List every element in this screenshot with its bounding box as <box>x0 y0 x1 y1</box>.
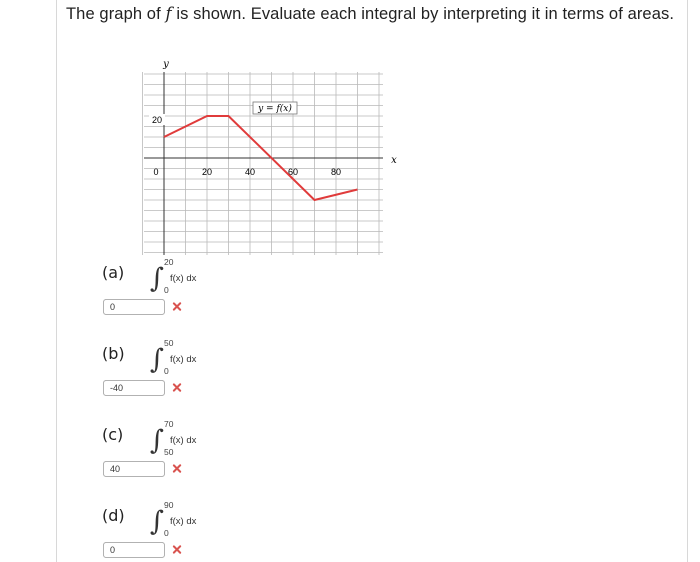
integral-lower-limit: 0 <box>164 285 169 295</box>
incorrect-x-icon <box>172 545 181 554</box>
question-suffix: is shown. Evaluate each integral by interpreting it in terms of areas. <box>171 5 675 23</box>
question-prefix: The graph of <box>66 5 166 23</box>
part-letter: (d) <box>102 506 125 525</box>
integral-sign: ∫ <box>150 263 165 294</box>
integral-lower-limit: 0 <box>164 366 169 376</box>
curve-label-box <box>253 102 297 114</box>
incorrect-x-icon <box>172 383 181 392</box>
answer-input[interactable]: 40 <box>103 461 165 477</box>
graph-axes <box>144 72 383 255</box>
y-tick-20 <box>149 114 165 125</box>
x-tick-label: 40 <box>244 167 256 177</box>
x-tick-label: 80 <box>330 167 342 177</box>
x-tick-label: 60 <box>287 167 299 177</box>
integrand: f(x) dx <box>170 354 197 365</box>
integrand: f(x) dx <box>170 273 197 284</box>
y-tick-label: 20 <box>151 115 163 125</box>
integral-expression <box>150 500 230 544</box>
incorrect-x-icon <box>172 464 181 473</box>
integral-upper-limit: 50 <box>164 338 174 348</box>
integral-upper-limit: 70 <box>164 419 174 429</box>
answer-input[interactable]: 0 <box>103 299 165 315</box>
part-letter: (a) <box>102 263 125 282</box>
x-tick-label: 20 <box>201 167 213 177</box>
integral-upper-limit: 20 <box>164 257 174 267</box>
part-letter: (c) <box>102 425 124 444</box>
integrand: f(x) dx <box>170 435 197 446</box>
curve-label: y = f(x) <box>258 104 292 114</box>
integral-sign: ∫ <box>150 425 165 456</box>
integral-expression <box>150 257 230 301</box>
integrand: f(x) dx <box>170 516 197 527</box>
origin-label: 0 <box>153 167 159 177</box>
integral-sign: ∫ <box>150 506 165 537</box>
answer-input[interactable]: 0 <box>103 542 165 558</box>
integral-upper-limit: 90 <box>164 500 174 510</box>
integral-lower-limit: 50 <box>164 447 174 457</box>
integral-sign: ∫ <box>150 344 165 375</box>
graph-grid <box>143 72 384 255</box>
part-letter: (b) <box>102 344 125 363</box>
integral-expression <box>150 419 230 463</box>
y-axis-label: y <box>163 59 169 70</box>
integral-expression <box>150 338 230 382</box>
integral-lower-limit: 0 <box>164 528 169 538</box>
x-axis-label: x <box>391 155 397 166</box>
answer-input[interactable]: -40 <box>103 380 165 396</box>
function-symbol: f <box>165 4 172 23</box>
incorrect-x-icon <box>172 302 181 311</box>
